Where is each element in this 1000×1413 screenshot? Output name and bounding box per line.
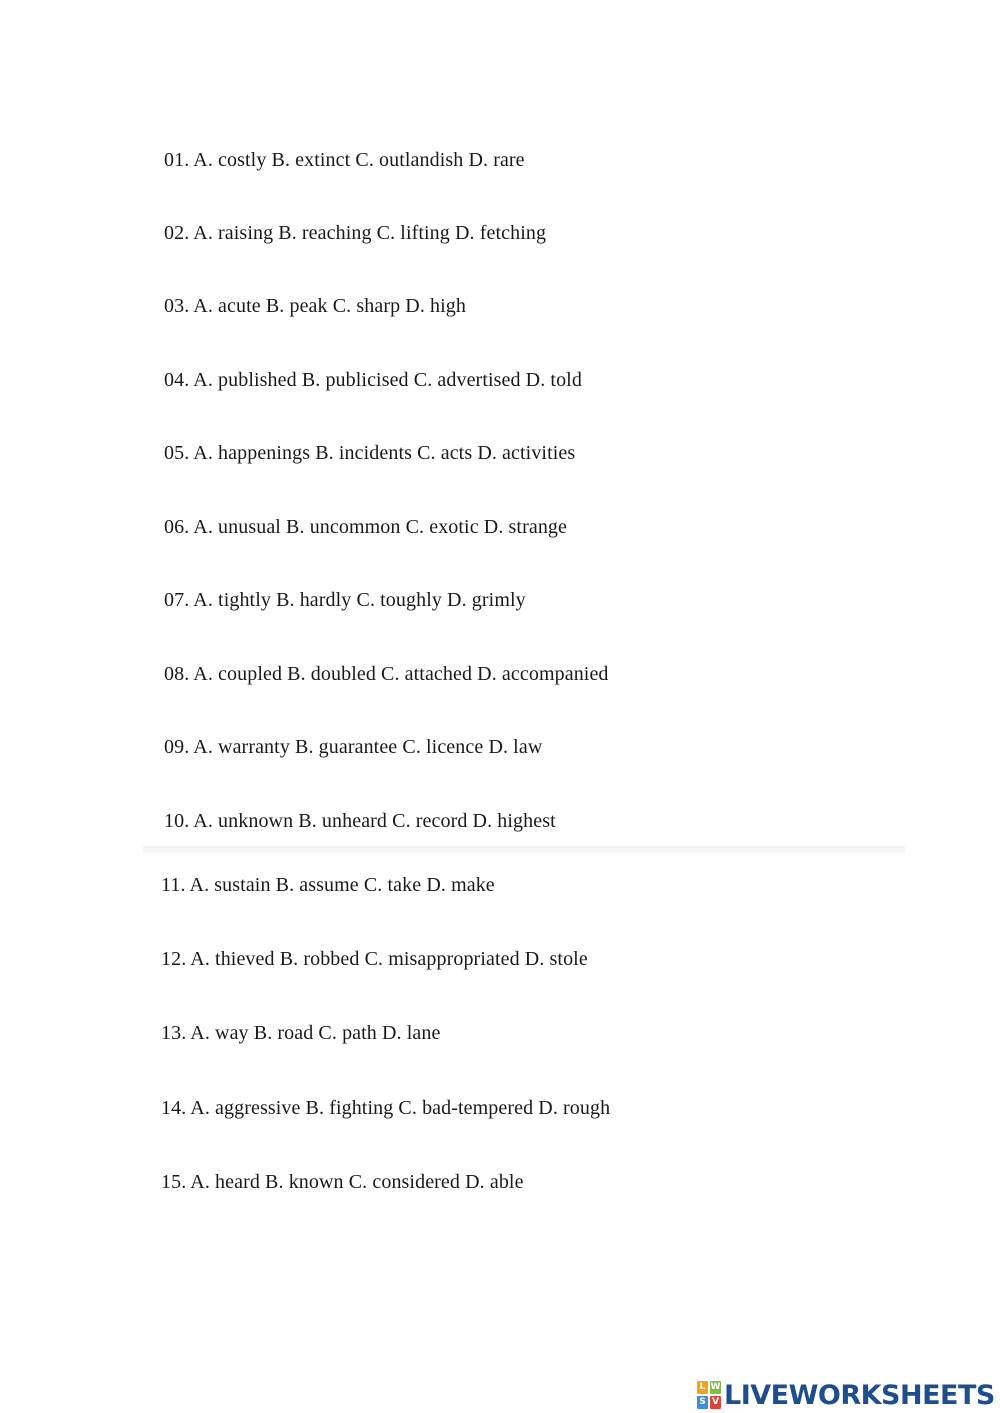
question-11: 11. A. sustain B. assume C. take D. make <box>161 874 495 896</box>
question-07: 07. A. tightly B. hardly C. toughly D. grimly <box>164 589 526 611</box>
question-03: 03. A. acute B. peak C. sharp D. high <box>164 295 466 317</box>
liveworksheets-logo-icon <box>697 1381 721 1409</box>
question-15: 15. A. heard B. known C. considered D. able <box>161 1171 524 1193</box>
question-02: 02. A. raising B. reaching C. lifting D. fetching <box>164 222 547 244</box>
page-join-divider <box>143 846 905 854</box>
logo-tile-icon: L <box>697 1381 708 1394</box>
question-13: 13. A. way B. road C. path D. lane <box>161 1022 441 1044</box>
question-14: 14. A. aggressive B. fighting C. bad-tempered D. rough <box>161 1097 611 1119</box>
liveworksheets-logo-text: LIVEWORKSHEETS <box>724 1379 995 1411</box>
question-09: 09. A. warranty B. guarantee C. licence D. law <box>164 736 543 758</box>
question-08: 08. A. coupled B. doubled C. attached D. accompanied <box>164 663 609 685</box>
liveworksheets-logo[interactable] <box>697 1378 995 1412</box>
question-05: 05. A. happenings B. incidents C. acts D. activities <box>164 442 576 464</box>
question-12: 12. A. thieved B. robbed C. misappropriated D. stole <box>161 948 588 970</box>
question-01: 01. A. costly B. extinct C. outlandish D. rare <box>164 149 525 171</box>
logo-tile-icon: V <box>710 1396 721 1409</box>
question-06: 06. A. unusual B. uncommon C. exotic D. strange <box>164 516 567 538</box>
logo-tile-icon: S <box>697 1396 708 1409</box>
logo-tile-icon: W <box>710 1382 721 1392</box>
question-10: 10. A. unknown B. unheard C. record D. highest <box>164 810 556 832</box>
question-04: 04. A. published B. publicised C. advertised D. told <box>164 369 582 391</box>
